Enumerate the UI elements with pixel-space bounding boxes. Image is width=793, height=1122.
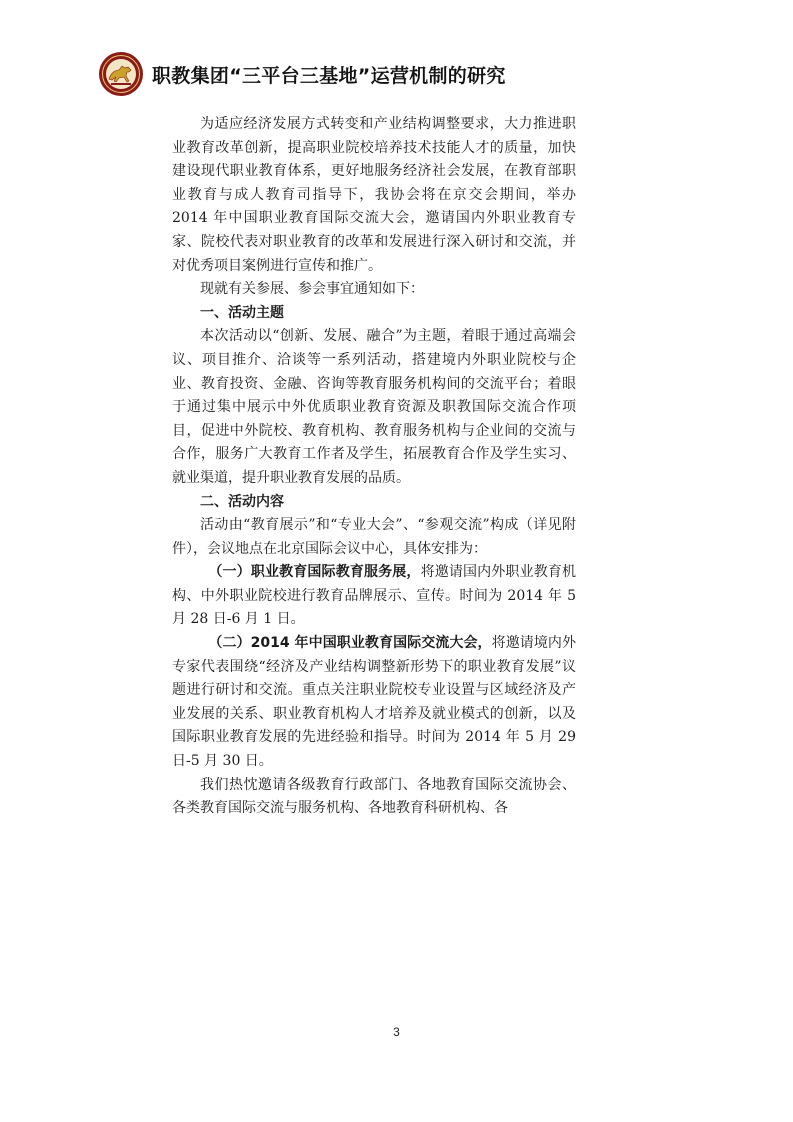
page-number: 3 [393,1025,400,1039]
exhibition-lead: （一）职业教育国际教育服务展， [208,564,421,581]
exhibition-text: 将邀请国内外职业教育机构、中外职业院校进行教育品牌展示、宣传。时间为 2014 年 5 月 28 日-6 月 1 日。 [172,564,577,628]
paragraph-notice: 现就有关参展、参会事宜通知如下： [200,281,424,298]
paragraph-theme: 本次活动以“创新、发展、融合”为主题，着眼于通过高端会议、项目推介、洽谈等一系列活动，搭建境内外职业院校与企业、教育投资、金融、咨询等教育服务机构间的交流平台；着眼于通过集中展示中外优质职业教育资源及职教国际交流合作项目，促进中外院校、教育机构、教育服务机构与企业间的交流与合作，服务广大教育工作者及学生，拓展教育合作及学生实习、就业渠道，提升职业教育发展的品质。 [172,328,576,486]
horse-emblem-icon [98,51,144,97]
conference-lead: （二）2014 年中国职业教育国际交流大会， [208,635,492,652]
paragraph-conference [172,632,576,774]
document-body [172,113,576,821]
conference-text: 将邀请境内外专家代表围绕“经济及产业结构调整新形势下的职业教育发展”议题进行研讨和交流。重点关注职业院校专业设置与区域经济及产业发展的关系、职业教育机构人才培养及就业模式的创新，以及国际职业教育发展的先进经验和指导。时间为 2014 年 5 月 29 日-5 月 30 日。 [172,635,577,770]
page-header [98,46,698,102]
document-title: 职教集团“三平台三基地”运营机制的研究 [152,64,506,87]
paragraph-intro: 为适应经济发展方式转变和产业结构调整要求，大力推进职业教育改革创新，提高职业院校培养技术技能人才的质量，加快建设现代职业教育体系，更好地服务经济社会发展，在教育部职业教育与成人教育司指导下，我协会将在京交会期间，举办 2014 年中国职业教育国际交流大会，邀请国内外职业教育专家、院校代表对职业教育的改革和发展进行深入研讨和交流，并对优秀项目案例进行宣传和推广。 [172,116,576,274]
paragraph-exhibition [172,561,576,632]
section-heading-theme: 一、活动主题 [200,304,284,321]
paragraph-content: 活动由“教育展示”和“专业大会”、“参观交流”构成（详见附件），会议地点在北京国际会议中心，具体安排为： [172,517,576,557]
section-heading-content: 二、活动内容 [200,493,284,510]
paragraph-invitation: 我们热忱邀请各级教育行政部门、各地教育国际交流协会、各类教育国际交流与服务机构、各地教育科研机构、各 [172,776,576,817]
